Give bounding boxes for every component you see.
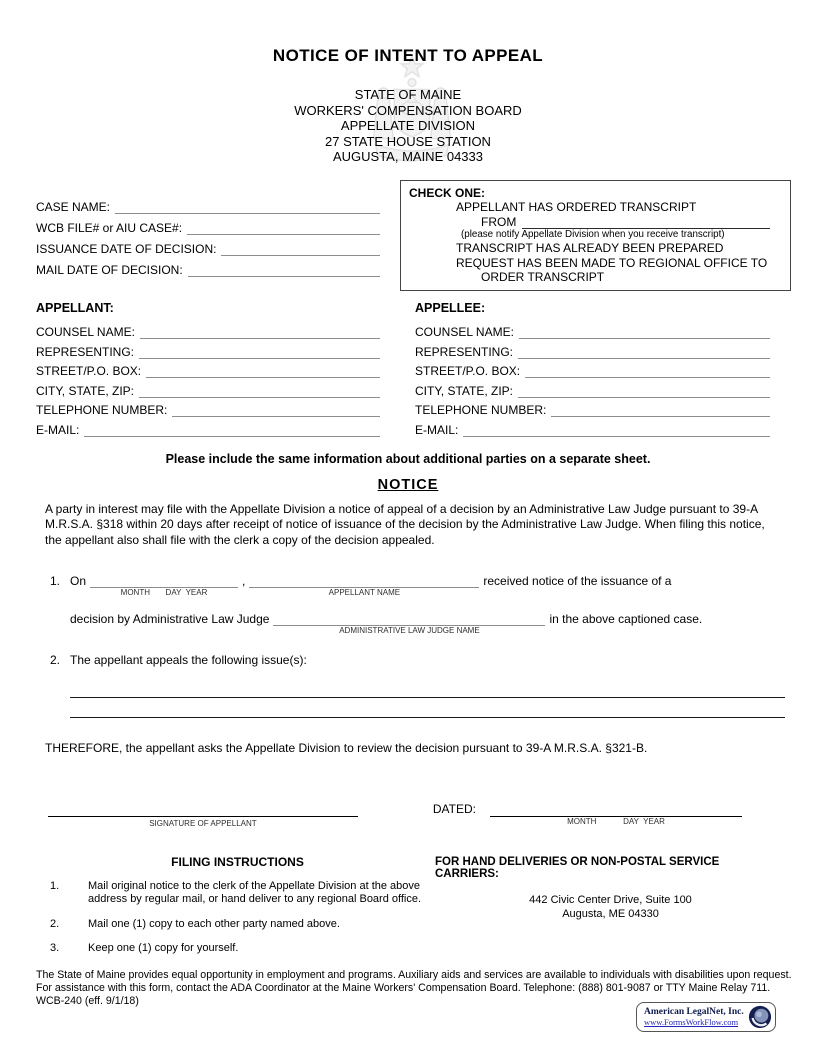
item-1-line-2	[70, 612, 780, 636]
appellee-telephone-label: TELEPHONE NUMBER:	[415, 403, 547, 417]
filing-instruction-3	[50, 942, 425, 956]
option-request-regional-office[interactable]: REQUEST HAS BEEN MADE TO REGIONAL OFFICE TO	[456, 255, 768, 270]
wcb-file-label: WCB FILE# or AIU CASE#:	[36, 220, 183, 235]
filing-instruction-1-number: 1.	[50, 879, 60, 892]
hand-delivery-address-line-2: Augusta, ME 04330	[562, 908, 659, 921]
filing-instruction-1-text: Mail original notice to the clerk of the Appellate Division at the above address by regular mail, or hand deliver to any regional Board office.	[88, 879, 422, 906]
alj-name-sublabel: ADMINISTRATIVE LAW JUDGE NAME	[339, 626, 480, 636]
form-number: WCB-240 (eff. 9/1/18)	[36, 995, 139, 1008]
filing-instruction-2-number: 2.	[50, 917, 60, 930]
signature-area	[48, 807, 358, 828]
logo-website-link[interactable]: www.FormsWorkFlow.com	[644, 1017, 739, 1027]
appellee-representing-input-line[interactable]	[518, 345, 770, 359]
from-label: FROM	[481, 214, 517, 229]
form-title: NOTICE OF INTENT TO APPEAL	[272, 46, 544, 65]
appellee-city-state-zip-input-line[interactable]	[518, 384, 770, 398]
appellant-street-label: STREET/P.O. BOX:	[36, 364, 142, 378]
mail-date-label: MAIL DATE OF DECISION:	[36, 262, 183, 277]
item-2-number: 2.	[50, 653, 61, 668]
transcript-from-row	[409, 215, 782, 230]
appellee-heading: APPELLEE:	[415, 300, 486, 315]
item-1-captioned-case-text: in the above captioned case.	[549, 612, 703, 627]
appellant-city-state-zip-label: CITY, STATE, ZIP:	[36, 383, 135, 398]
american-legalnet-logo[interactable]	[636, 1002, 776, 1032]
org-line-state: STATE OF MAINE	[354, 87, 462, 102]
filing-instruction-3-number: 3.	[50, 942, 60, 955]
hand-delivery-address-line-1: 442 Civic Center Drive, Suite 100	[529, 894, 692, 907]
additional-parties-note: Please include the same information about additional parties on a separate sheet.	[165, 451, 651, 466]
org-line-board: WORKERS' COMPENSATION BOARD	[294, 102, 522, 118]
appellant-counsel-name-label: COUNSEL NAME:	[36, 325, 135, 339]
filing-instructions-heading: FILING INSTRUCTIONS	[171, 855, 304, 870]
org-line-city: AUGUSTA, MAINE 04333	[332, 149, 484, 164]
dated-sublabel: MONTH DAY YEAR	[567, 817, 665, 827]
appellant-street-input-line[interactable]	[146, 364, 380, 378]
mail-date-row	[36, 256, 380, 277]
option-appellant-ordered-transcript[interactable]: APPELLANT HAS ORDERED TRANSCRIPT	[456, 200, 697, 214]
issues-input-line-2[interactable]	[70, 698, 785, 718]
appellant-email-input-line[interactable]	[84, 423, 380, 437]
bottom-columns	[50, 856, 786, 967]
signature-sublabel: SIGNATURE OF APPELLANT	[149, 819, 257, 829]
org-line-division: APPELLATE DIVISION	[340, 118, 476, 133]
org-line-street: 27 STATE HOUSE STATION	[325, 133, 491, 149]
therefore-statement: THEREFORE, the appellant asks the Appellate Division to review the decision pursuant to 39-A M.R.S.A. §321-B.	[45, 741, 648, 756]
hand-delivery-section	[435, 856, 786, 967]
appellee-street-input-line[interactable]	[525, 364, 770, 378]
appellee-representing-label: REPRESENTING:	[415, 344, 514, 359]
appellee-counsel-name-input-line[interactable]	[519, 325, 770, 339]
transcript-receive-note: (please notify Appellate Division when you receive transcript)	[461, 229, 725, 240]
item-1-line-1	[70, 574, 780, 598]
item-2	[50, 653, 780, 667]
case-name-row	[36, 193, 380, 214]
appellee-email-input-line[interactable]	[463, 423, 770, 437]
item-1-received-text: received notice of the issuance of a	[483, 574, 672, 589]
dated-label: DATED:	[432, 802, 476, 817]
wcb-file-input-line[interactable]	[187, 221, 380, 235]
appellant-telephone-input-line[interactable]	[172, 403, 380, 417]
filing-instruction-1	[50, 880, 425, 907]
appellant-city-state-zip-input-line[interactable]	[139, 384, 380, 398]
issuance-date-input-line[interactable]	[221, 242, 380, 256]
appellee-city-state-zip-label: CITY, STATE, ZIP:	[415, 383, 514, 398]
form-header	[0, 0, 816, 165]
filing-instruction-2-text: Mail one (1) copy to each other party named above.	[88, 917, 340, 930]
dated-input-line[interactable]	[490, 803, 742, 827]
appellant-representing-label: REPRESENTING:	[36, 344, 135, 359]
decision-date-blank[interactable]	[90, 574, 238, 598]
appellee-email-label: E-MAIL:	[415, 422, 459, 437]
appellee-street-label: STREET/P.O. BOX:	[415, 364, 521, 378]
item-1-number: 1.	[50, 574, 61, 589]
item-1-on-text: On	[70, 574, 87, 589]
signature-input-line[interactable]	[48, 807, 358, 817]
notice-paragraph: A party in interest may file with the Appellate Division a notice of appeal of a decision by an Administrative Law Judge pursuant to 39-A M.R.S.A. §318 within 20 days after receipt of notice of issuance of the decision by the Administrative Law Judge. When filing this notice, the appellant also shall file with the clerk a copy of the decision appealed.	[45, 501, 765, 547]
logo-text-block	[644, 1007, 748, 1027]
ada-disclaimer: The State of Maine provides equal opportunity in employment and programs. Auxiliary aids and services are available to individuals with disabilities upon request. For assistance with this form, contact the ADA Coordinator at the Maine Workers' Compensation Board. Telephone: (888) 801-9087 or TTY Maine Relay 711.	[36, 968, 792, 994]
decision-date-sublabel: MONTH DAY YEAR	[120, 588, 208, 598]
appellee-section	[415, 301, 770, 437]
appellant-telephone-label: TELEPHONE NUMBER:	[36, 403, 168, 417]
filing-instructions-section	[50, 856, 425, 967]
top-row	[36, 180, 791, 291]
item-2-text: The appellant appeals the following issue(s):	[70, 653, 307, 668]
hand-delivery-heading: FOR HAND DELIVERIES OR NON-POSTAL SERVICE CARRIERS:	[435, 856, 720, 881]
appellant-counsel-name-input-line[interactable]	[140, 325, 380, 339]
check-one-box	[400, 180, 791, 291]
issuance-date-label: ISSUANCE DATE OF DECISION:	[36, 241, 217, 256]
item-1-decision-by-text: decision by Administrative Law Judge	[70, 612, 270, 627]
appellant-section	[36, 301, 380, 437]
appellant-name-blank[interactable]	[249, 574, 479, 598]
appellee-counsel-name-label: COUNSEL NAME:	[415, 325, 514, 339]
filing-instruction-2	[50, 918, 425, 932]
appellee-telephone-input-line[interactable]	[551, 403, 770, 417]
agency-address-block	[0, 87, 816, 165]
mail-date-input-line[interactable]	[188, 263, 380, 277]
appellant-name-sublabel: APPELLANT NAME	[328, 588, 401, 598]
check-one-heading: CHECK ONE:	[409, 185, 486, 200]
item-1	[50, 574, 780, 636]
wcb-file-row	[36, 214, 380, 235]
option-transcript-prepared[interactable]: TRANSCRIPT HAS ALREADY BEEN PREPARED	[456, 241, 724, 255]
signature-row	[48, 802, 746, 828]
case-name-input-line[interactable]	[115, 200, 380, 214]
appellant-email-label: E-MAIL:	[36, 422, 80, 437]
transcript-from-input-line[interactable]	[522, 216, 770, 229]
issuance-date-row	[36, 235, 380, 256]
appellant-heading: APPELLANT:	[36, 300, 114, 315]
case-name-label: CASE NAME:	[36, 199, 111, 214]
alj-name-blank[interactable]	[273, 612, 545, 636]
case-info-section	[36, 180, 380, 291]
filing-instruction-3-text: Keep one (1) copy for yourself.	[88, 942, 239, 955]
item-1-comma: ,	[242, 574, 246, 589]
logo-company-name: American LegalNet, Inc.	[644, 1007, 744, 1017]
notice-heading: NOTICE	[377, 476, 439, 493]
parties-row	[36, 301, 770, 437]
globe-icon	[748, 1005, 772, 1029]
issues-input-line-1[interactable]	[70, 667, 785, 698]
appellant-representing-input-line[interactable]	[139, 345, 380, 359]
dated-area	[433, 802, 746, 828]
option-request-regional-office-cont: ORDER TRANSCRIPT	[481, 270, 605, 284]
